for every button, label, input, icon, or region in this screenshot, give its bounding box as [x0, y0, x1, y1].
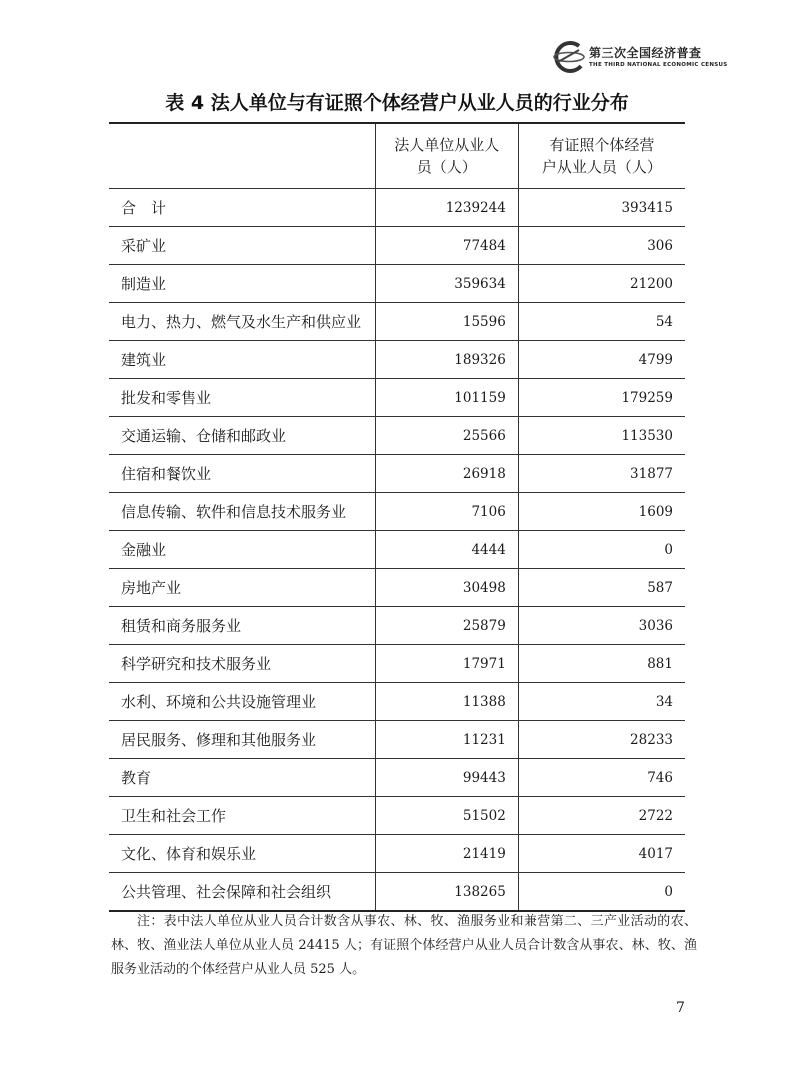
- table-row: [109, 303, 685, 341]
- table-row: [109, 835, 685, 873]
- table-row: [109, 379, 685, 417]
- industry-name: 交通运输、仓储和邮政业: [109, 417, 375, 455]
- logo-english-text: THE THIRD NATIONAL ECONOMIC CENSUS: [589, 62, 728, 68]
- industry-name: 住宿和餐饮业: [109, 455, 375, 493]
- individual-household-employees: 306: [518, 227, 685, 265]
- industry-name: 居民服务、修理和其他服务业: [109, 721, 375, 759]
- table-row: [109, 683, 685, 721]
- individual-household-employees: 0: [518, 531, 685, 569]
- individual-household-employees: 31877: [518, 455, 685, 493]
- legal-unit-employees: 25879: [375, 607, 518, 645]
- individual-household-employees: 34: [518, 683, 685, 721]
- header-individual-households: [518, 123, 685, 189]
- legal-unit-employees: 30498: [375, 569, 518, 607]
- table-row: [109, 721, 685, 759]
- industry-name: 水利、环境和公共设施管理业: [109, 683, 375, 721]
- table-row: [109, 645, 685, 683]
- individual-household-employees: 3036: [518, 607, 685, 645]
- individual-household-employees: 1609: [518, 493, 685, 531]
- industry-name: 文化、体育和娱乐业: [109, 835, 375, 873]
- table-row: [109, 189, 685, 227]
- industry-name: 批发和零售业: [109, 379, 375, 417]
- legal-unit-employees: 17971: [375, 645, 518, 683]
- industry-name: 制造业: [109, 265, 375, 303]
- industry-name: 建筑业: [109, 341, 375, 379]
- logo-chinese-text: 第三次全国经济普查: [589, 46, 702, 60]
- individual-household-employees: 21200: [518, 265, 685, 303]
- header-legal-units-label: 法人单位从业人 员（人）: [394, 136, 500, 176]
- legal-unit-employees: 101159: [375, 379, 518, 417]
- table-row: [109, 455, 685, 493]
- industry-name: 科学研究和技术服务业: [109, 645, 375, 683]
- individual-household-employees: 881: [518, 645, 685, 683]
- legal-unit-employees: 11231: [375, 721, 518, 759]
- individual-household-employees: 4017: [518, 835, 685, 873]
- individual-household-employees: 113530: [518, 417, 685, 455]
- table-title: 表 4 法人单位与有证照个体经营户从业人员的行业分布: [165, 92, 629, 114]
- individual-household-employees: 746: [518, 759, 685, 797]
- industry-name: 卫生和社会工作: [109, 797, 375, 835]
- legal-unit-employees: 7106: [375, 493, 518, 531]
- legal-unit-employees: 25566: [375, 417, 518, 455]
- individual-household-employees: 54: [518, 303, 685, 341]
- legal-unit-employees: 359634: [375, 265, 518, 303]
- individual-household-employees: 4799: [518, 341, 685, 379]
- table-row: [109, 265, 685, 303]
- table-row: [109, 759, 685, 797]
- header-legal-units: [375, 123, 518, 189]
- legal-unit-employees: 1239244: [375, 189, 518, 227]
- table-row: [109, 797, 685, 835]
- individual-household-employees: 393415: [518, 189, 685, 227]
- header-individual-households-label: 有证照个体经营 户从业人员（人）: [541, 136, 662, 176]
- industry-name: 电力、热力、燃气及水生产和供应业: [109, 303, 375, 341]
- table-row: [109, 341, 685, 379]
- census-emblem-icon: [549, 40, 587, 76]
- legal-unit-employees: 4444: [375, 531, 518, 569]
- table-row: [109, 417, 685, 455]
- legal-unit-employees: 138265: [375, 873, 518, 912]
- page-number: 7: [676, 1000, 685, 1016]
- table-row: [109, 569, 685, 607]
- legal-unit-employees: 21419: [375, 835, 518, 873]
- individual-household-employees: 179259: [518, 379, 685, 417]
- industry-name: 公共管理、社会保障和社会组织: [109, 873, 375, 912]
- individual-household-employees: 2722: [518, 797, 685, 835]
- table-row: [109, 493, 685, 531]
- header-industry: [109, 123, 375, 189]
- individual-household-employees: 587: [518, 569, 685, 607]
- legal-unit-employees: 15596: [375, 303, 518, 341]
- legal-unit-employees: 189326: [375, 341, 518, 379]
- industry-name: 金融业: [109, 531, 375, 569]
- legal-unit-employees: 99443: [375, 759, 518, 797]
- industry-name: 信息传输、软件和信息技术服务业: [109, 493, 375, 531]
- individual-household-employees: 0: [518, 873, 685, 912]
- legal-unit-employees: 77484: [375, 227, 518, 265]
- legal-unit-employees: 26918: [375, 455, 518, 493]
- industry-name: 采矿业: [109, 227, 375, 265]
- legal-unit-employees: 51502: [375, 797, 518, 835]
- industry-name: 租赁和商务服务业: [109, 607, 375, 645]
- table-header-row: [109, 123, 685, 189]
- industry-name: 教育: [109, 759, 375, 797]
- legal-unit-employees: 11388: [375, 683, 518, 721]
- table-row: [109, 531, 685, 569]
- table-row: [109, 607, 685, 645]
- industry-name: 房地产业: [109, 569, 375, 607]
- table-row: [109, 873, 685, 912]
- individual-household-employees: 28233: [518, 721, 685, 759]
- table-row: [109, 227, 685, 265]
- industry-name: 合 计: [109, 189, 375, 227]
- table-note: 注：表中法人单位从业人员合计数含从事农、林、牧、渔服务业和兼营第二、三产业活动的农、林、牧、渔业法人单位从业人员 24415 人；有证照个体经营户从业人员合计数含从事农、林、牧、渔服务业活动的个体经营户从业人员 525 人。: [111, 914, 697, 977]
- industry-employment-table: [109, 122, 685, 912]
- census-logo: [549, 40, 728, 76]
